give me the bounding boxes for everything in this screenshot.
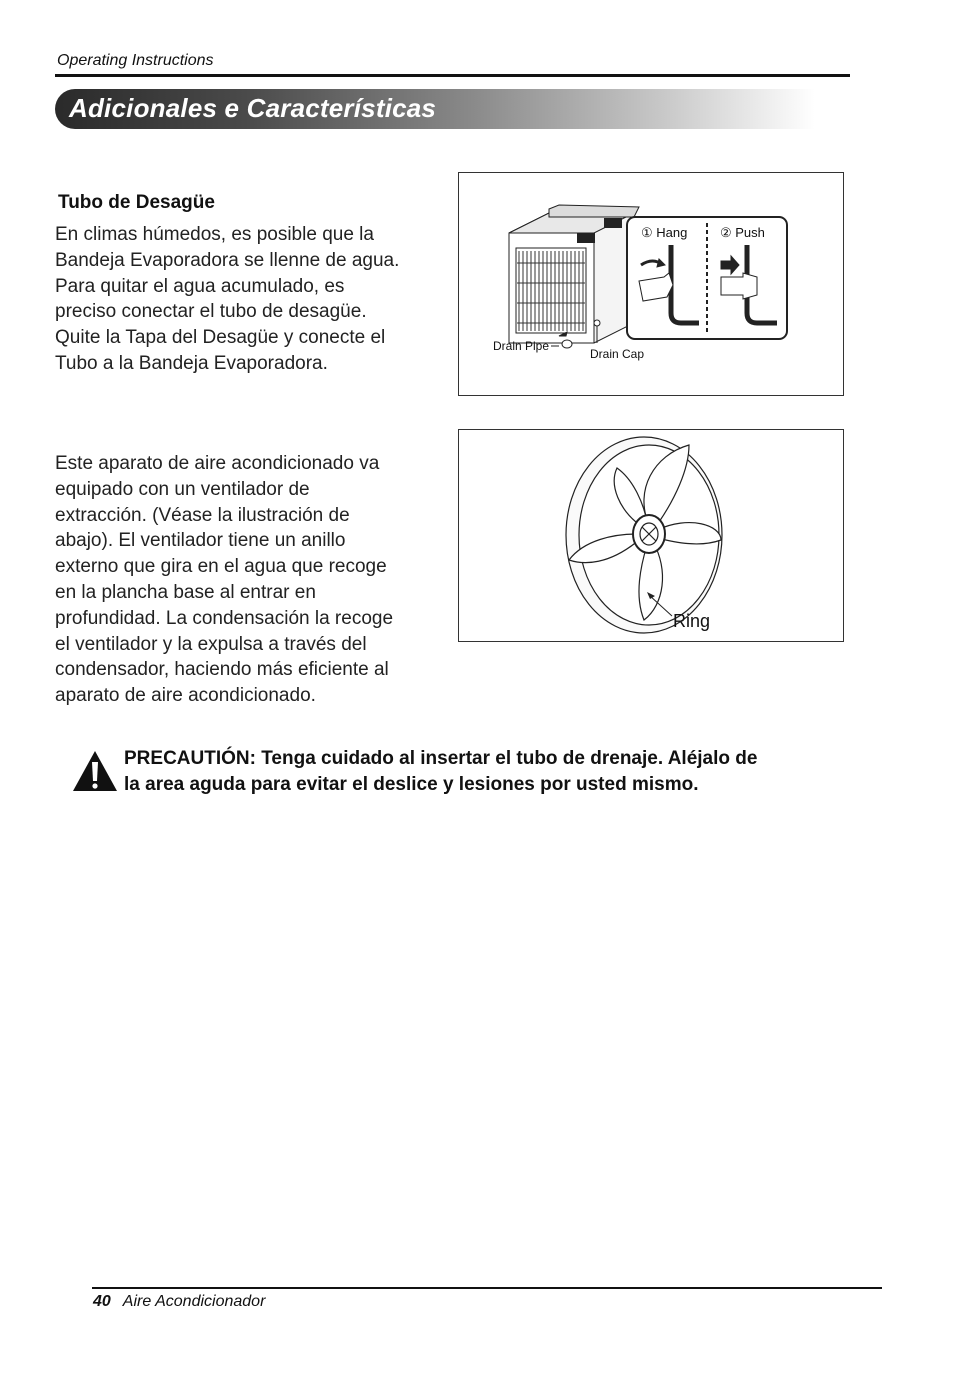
drain-line: En climas húmedos, es posible que la — [55, 224, 374, 245]
ring-label: Ring — [673, 611, 711, 631]
hang-label: ① Hang — [641, 225, 688, 240]
fan-figure — [458, 429, 844, 642]
drain-line: Bandeja Evaporadora se llenne de agua. — [55, 249, 400, 271]
section-title: Adicionales e Características — [69, 93, 437, 123]
drain-cap-label: Drain Cap — [590, 347, 645, 361]
push-label: ② Push — [720, 225, 765, 240]
section-banner — [55, 89, 815, 129]
drain-line: Tubo a la Bandeja Evaporadora. — [55, 352, 328, 374]
fan-drawing — [566, 437, 722, 633]
vent-panel — [604, 218, 622, 228]
fan-line: externo que gira en el agua que recoge — [55, 556, 387, 578]
fan-line: Este aparato de aire acondicionado va — [55, 453, 380, 474]
warning-icon — [72, 750, 118, 792]
fan-line: equipado con un ventilador de — [55, 478, 310, 500]
fan-line: extracción. (Véase la ilustración de — [55, 504, 350, 526]
page-footer — [93, 1293, 265, 1311]
page-number: 40 — [93, 1293, 111, 1310]
fan-line: profundidad. La condensación la recoge — [55, 607, 394, 629]
header-rule — [55, 74, 850, 77]
footer-rule — [92, 1287, 882, 1289]
drain-paragraph — [55, 222, 399, 377]
fan-line: condensador, haciendo más eficiente al — [55, 659, 389, 681]
drain-line: Para quitar el agua acumulado, es — [55, 275, 345, 297]
vent-panel — [577, 233, 595, 243]
drain-line: preciso conectar el tubo de desagüe. — [55, 301, 367, 323]
fan-line: abajo). El ventilador tiene un anillo — [55, 530, 346, 552]
drain-illustration — [459, 173, 843, 395]
fan-line: el ventilador y la expulsa a través del — [55, 633, 367, 655]
grille-lines — [517, 251, 585, 331]
fan-line: en la plancha base al entrar en — [55, 581, 316, 603]
fan-line: aparato de aire acondicionado. — [55, 685, 316, 707]
caution-line: la area aguda para evitar el deslice y lesiones por usted mismo. — [124, 774, 699, 795]
drain-pipe-label: Drain Pipe — [493, 339, 550, 353]
caution-text — [124, 746, 757, 798]
footer-title: Aire Acondicionador — [122, 1293, 266, 1310]
drain-heading: Tubo de Desagüe — [58, 192, 215, 213]
running-header: Operating Instructions — [57, 52, 214, 69]
drain-line: Quite la Tapa del Desagüe y conecte el — [55, 327, 386, 349]
fan-paragraph — [55, 451, 393, 709]
drain-figure — [458, 172, 844, 396]
caution-line: PRECAUTIÓN: Tenga cuidado al insertar el tubo de drenaje. Aléjalo de — [124, 748, 758, 769]
fan-illustration — [459, 430, 843, 641]
